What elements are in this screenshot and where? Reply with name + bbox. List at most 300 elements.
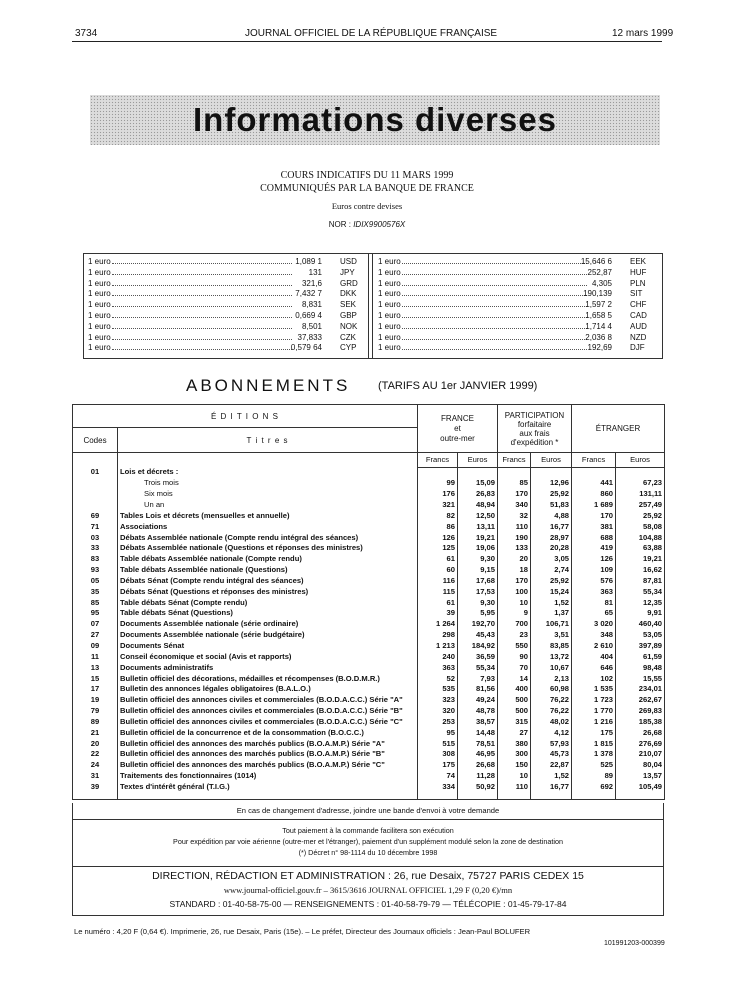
- price-cell: 9,30: [458, 598, 498, 609]
- price-cell: 131,11: [616, 489, 665, 500]
- price-cell: 53,05: [616, 630, 665, 641]
- rate-value: 0,579 64: [290, 343, 322, 353]
- table-row: [73, 663, 665, 674]
- rate-row: [378, 289, 656, 300]
- currency-code: NOK: [340, 321, 358, 331]
- row-title: Débats Sénat (Compte rendu intégral des séances): [118, 576, 418, 587]
- price-cell: 10: [498, 598, 531, 609]
- editions-header: É D I T I O N S: [73, 405, 418, 428]
- currency-code: USD: [340, 257, 357, 266]
- col-francs-3: Francs: [572, 453, 616, 468]
- rate-label: 1 euro: [88, 311, 111, 320]
- dot-leader: [402, 306, 587, 307]
- currency-code: GBP: [340, 311, 357, 320]
- footer-box: [72, 866, 664, 916]
- france-om: outre-mer: [440, 433, 475, 443]
- row-code: 11: [73, 652, 118, 663]
- participation-header: [498, 405, 572, 453]
- price-cell: 460,40: [616, 619, 665, 630]
- price-cell: 82: [418, 511, 458, 522]
- table-row: [73, 674, 665, 685]
- price-cell: 700: [498, 619, 531, 630]
- header-date: 12 mars 1999: [612, 28, 674, 39]
- price-cell: 55,34: [616, 587, 665, 598]
- table-bottom: [73, 793, 665, 800]
- row-title: Trois mois: [118, 478, 418, 489]
- price-cell: 253: [418, 717, 458, 728]
- note-expedition: Pour expédition par voie aérienne (outre-mer et l'étranger), paiement d'un supplément modulé selon la zone de destination: [173, 837, 563, 846]
- price-cell: 2 610: [572, 641, 616, 652]
- journal-title: JOURNAL OFFICIEL DE LA RÉPUBLIQUE FRANÇAISE: [245, 28, 498, 39]
- row-code: 05: [73, 576, 118, 587]
- price-cell: [458, 467, 498, 478]
- row-code: 89: [73, 717, 118, 728]
- row-title: Documents Assemblée nationale (série budgétaire): [118, 630, 418, 641]
- row-code: 03: [73, 533, 118, 544]
- price-cell: 400: [498, 684, 531, 695]
- price-cell: 2,13: [531, 674, 572, 685]
- row-code: 27: [73, 630, 118, 641]
- price-cell: 860: [572, 489, 616, 500]
- row-title: Bulletin officiel des annonces des marchés publics (B.O.A.M.P.) Série "B": [118, 749, 418, 760]
- table-row: [73, 782, 665, 793]
- price-cell: 419: [572, 543, 616, 554]
- rate-row: [378, 300, 656, 311]
- participation-label3: aux frais: [519, 428, 550, 438]
- price-cell: 61: [418, 598, 458, 609]
- row-code: 15: [73, 674, 118, 685]
- dot-leader: [112, 317, 292, 318]
- price-cell: 22,87: [531, 760, 572, 771]
- table-row: [73, 489, 665, 500]
- price-cell: 36,59: [458, 652, 498, 663]
- price-cell: 70: [498, 663, 531, 674]
- price-cell: 25,92: [531, 576, 572, 587]
- table-row: [73, 717, 665, 728]
- price-cell: 65: [572, 608, 616, 619]
- price-cell: 340: [498, 500, 531, 511]
- rate-row: [88, 343, 360, 354]
- price-cell: 13,11: [458, 522, 498, 533]
- cours-line1: COURS INDICATIFS DU 11 MARS 1999: [280, 170, 454, 181]
- rates-right: [378, 257, 656, 357]
- price-cell: 102: [572, 674, 616, 685]
- table-row: [73, 500, 665, 511]
- price-cell: 25,92: [531, 489, 572, 500]
- row-code: 17: [73, 684, 118, 695]
- price-cell: 348: [572, 630, 616, 641]
- row-title: Associations: [118, 522, 418, 533]
- rate-value: 1,597 2: [585, 300, 612, 310]
- price-cell: 61: [418, 554, 458, 565]
- price-cell: 692: [572, 782, 616, 793]
- dot-leader: [402, 339, 587, 340]
- currency-code: EEK: [630, 257, 647, 266]
- row-title: Table débats Assemblée nationale (Compte rendu): [118, 554, 418, 565]
- price-cell: 3 020: [572, 619, 616, 630]
- currency-divider: [368, 253, 373, 359]
- price-cell: 7,93: [458, 674, 498, 685]
- price-cell: 18: [498, 565, 531, 576]
- price-cell: 57,93: [531, 739, 572, 750]
- price-cell: 1,37: [531, 608, 572, 619]
- price-cell: 28,97: [531, 533, 572, 544]
- nor-value: IDIX9900576X: [353, 220, 406, 229]
- codes-header: Codes: [73, 428, 118, 453]
- price-cell: 90: [498, 652, 531, 663]
- rate-label: 1 euro: [378, 332, 401, 342]
- price-cell: 404: [572, 652, 616, 663]
- row-code: [73, 500, 118, 511]
- price-cell: 525: [572, 760, 616, 771]
- price-cell: 26,83: [458, 489, 498, 500]
- row-title: Textes d'intérêt général (T.I.G.): [118, 782, 418, 793]
- price-cell: 51,83: [531, 500, 572, 511]
- price-cell: 190: [498, 533, 531, 544]
- currency-code: GRD: [340, 278, 358, 288]
- price-cell: 14,48: [458, 728, 498, 739]
- col-francs-1: Francs: [418, 453, 458, 468]
- table-row: [73, 739, 665, 750]
- rate-row: [88, 257, 360, 268]
- row-code: 85: [73, 598, 118, 609]
- price-cell: 60,98: [531, 684, 572, 695]
- price-cell: 397,89: [616, 641, 665, 652]
- row-title: Bulletin officiel de la concurrence et de la consommation (B.O.C.C.): [118, 728, 418, 739]
- price-cell: 133: [498, 543, 531, 554]
- row-title: Débats Assemblée nationale (Compte rendu intégral des séances): [118, 533, 418, 544]
- cours-line2: COMMUNIQUÉS PAR LA BANQUE DE FRANCE: [260, 183, 474, 194]
- rate-value: 192,69: [587, 343, 612, 353]
- price-cell: 58,08: [616, 522, 665, 533]
- price-cell: 16,77: [531, 782, 572, 793]
- price-cell: 76,22: [531, 695, 572, 706]
- price-cell: 19,21: [616, 554, 665, 565]
- nor-line: [72, 220, 662, 229]
- rate-value: 7,432 7: [295, 289, 322, 299]
- col-francs-2: Francs: [498, 453, 531, 468]
- price-cell: 100: [498, 587, 531, 598]
- currency-code: DJF: [630, 343, 645, 353]
- rate-value: 1,714 4: [585, 321, 612, 331]
- price-cell: 381: [572, 522, 616, 533]
- price-cell: 1 378: [572, 749, 616, 760]
- price-cell: 2,74: [531, 565, 572, 576]
- price-cell: 38,57: [458, 717, 498, 728]
- price-cell: 10: [498, 771, 531, 782]
- price-cell: 12,35: [616, 598, 665, 609]
- row-title: Traitements des fonctionnaires (1014): [118, 771, 418, 782]
- etranger-header: ÉTRANGER: [572, 405, 665, 453]
- price-cell: 78,51: [458, 739, 498, 750]
- row-code: 39: [73, 782, 118, 793]
- price-cell: 170: [572, 511, 616, 522]
- price-cell: 175: [418, 760, 458, 771]
- price-cell: 550: [498, 641, 531, 652]
- note-paiement: Tout paiement à la commande facilitera son exécution: [282, 826, 454, 835]
- currency-code: DKK: [340, 289, 357, 299]
- row-code: [73, 489, 118, 500]
- table-row: [73, 619, 665, 630]
- rate-value: 8,501: [301, 321, 322, 331]
- price-cell: 363: [572, 587, 616, 598]
- price-cell: 60: [418, 565, 458, 576]
- price-cell: 27: [498, 728, 531, 739]
- price-cell: 50,92: [458, 782, 498, 793]
- price-cell: 81,56: [458, 684, 498, 695]
- currency-code: JPY: [340, 267, 355, 277]
- row-code: 21: [73, 728, 118, 739]
- price-cell: 1 216: [572, 717, 616, 728]
- dot-leader: [402, 317, 587, 318]
- rate-value: 4,305: [591, 278, 612, 288]
- price-cell: 262,67: [616, 695, 665, 706]
- price-cell: 170: [498, 489, 531, 500]
- row-code: 01: [73, 467, 118, 478]
- rate-row: [88, 322, 360, 333]
- row-code: 07: [73, 619, 118, 630]
- price-cell: 49,24: [458, 695, 498, 706]
- rate-value: 252,87: [587, 267, 612, 277]
- row-title: Documents Assemblée nationale (série ordinaire): [118, 619, 418, 630]
- rate-row: [378, 343, 656, 354]
- price-cell: 14: [498, 674, 531, 685]
- price-cell: 55,34: [458, 663, 498, 674]
- row-title: Bulletin officiel des annonces des marchés publics (B.O.A.M.P.) Série "C": [118, 760, 418, 771]
- price-cell: 646: [572, 663, 616, 674]
- france-label: FRANCE: [441, 413, 474, 423]
- price-cell: 46,95: [458, 749, 498, 760]
- table-row: [73, 543, 665, 554]
- row-code: 35: [73, 587, 118, 598]
- price-cell: 126: [418, 533, 458, 544]
- table-row: [73, 760, 665, 771]
- rate-label: 1 euro: [378, 257, 401, 266]
- price-cell: 1 689: [572, 500, 616, 511]
- price-cell: 1 264: [418, 619, 458, 630]
- table-row: [73, 467, 665, 478]
- price-cell: 89: [572, 771, 616, 782]
- price-cell: 52: [418, 674, 458, 685]
- table-row: [73, 608, 665, 619]
- row-code: 69: [73, 511, 118, 522]
- price-cell: 83,85: [531, 641, 572, 652]
- dot-leader: [112, 306, 292, 307]
- currency-code: NZD: [630, 332, 647, 342]
- price-cell: 257,49: [616, 500, 665, 511]
- page-number: 3734: [75, 28, 98, 39]
- price-cell: 39: [418, 608, 458, 619]
- table-row: [73, 522, 665, 533]
- rate-label: 1 euro: [378, 311, 401, 320]
- rates-left: [88, 257, 360, 357]
- price-cell: [531, 467, 572, 478]
- rate-label: 1 euro: [88, 343, 111, 353]
- participation-label4: d'expédition *: [510, 437, 559, 447]
- table-row: [73, 576, 665, 587]
- col-euros-2: Euros: [531, 453, 572, 468]
- price-cell: 535: [418, 684, 458, 695]
- row-code: 13: [73, 663, 118, 674]
- price-cell: 85: [498, 478, 531, 489]
- price-cell: 26,68: [458, 760, 498, 771]
- rate-value: 0,669 4: [295, 311, 322, 320]
- header-rule: [72, 41, 662, 42]
- price-cell: 380: [498, 739, 531, 750]
- table-row: [73, 598, 665, 609]
- table-row: [73, 587, 665, 598]
- price-cell: 500: [498, 706, 531, 717]
- rate-value: 1,658 5: [585, 311, 612, 320]
- abonnements-title: ABONNEMENTS: [186, 376, 351, 395]
- row-code: 71: [73, 522, 118, 533]
- rate-value: 131: [308, 267, 322, 277]
- rate-value: 8,831: [301, 300, 322, 310]
- abonnements-subtitle: (TARIFS AU 1er JANVIER 1999): [378, 380, 538, 392]
- price-cell: 110: [498, 782, 531, 793]
- row-title: Conseil économique et social (Avis et rapports): [118, 652, 418, 663]
- dot-leader: [112, 263, 292, 264]
- row-title: Six mois: [118, 489, 418, 500]
- rate-row: [378, 257, 656, 268]
- price-cell: 1 723: [572, 695, 616, 706]
- currency-code: CAD: [630, 311, 647, 320]
- price-cell: 240: [418, 652, 458, 663]
- dot-leader: [402, 349, 587, 350]
- price-cell: 13,57: [616, 771, 665, 782]
- price-cell: 321: [418, 500, 458, 511]
- price-cell: 32: [498, 511, 531, 522]
- footer-web: www.journal-officiel.gouv.fr – 3615/3616 JOURNAL OFFICIEL 1,29 F (0,20 €)/mn: [223, 885, 513, 895]
- price-cell: 515: [418, 739, 458, 750]
- rate-row: [88, 311, 360, 322]
- price-cell: 175: [572, 728, 616, 739]
- price-cell: 99: [418, 478, 458, 489]
- price-cell: 16,77: [531, 522, 572, 533]
- dot-leader: [402, 295, 587, 296]
- price-cell: 81: [572, 598, 616, 609]
- price-cell: 234,01: [616, 684, 665, 695]
- dot-leader: [402, 285, 587, 286]
- rate-label: 1 euro: [88, 278, 111, 288]
- price-cell: 17,68: [458, 576, 498, 587]
- nor-label: NOR :: [328, 220, 351, 229]
- price-cell: 11,28: [458, 771, 498, 782]
- row-code: 33: [73, 543, 118, 554]
- price-cell: 45,43: [458, 630, 498, 641]
- price-cell: 67,23: [616, 478, 665, 489]
- participation-label2: forfaitaire: [517, 419, 552, 429]
- price-cell: 192,70: [458, 619, 498, 630]
- price-cell: 15,09: [458, 478, 498, 489]
- row-code: 09: [73, 641, 118, 652]
- rate-label: 1 euro: [88, 332, 111, 342]
- price-cell: 74: [418, 771, 458, 782]
- row-title: Bulletin officiel des annonces civiles et commerciales (B.O.D.A.C.C.) Série "A": [118, 695, 418, 706]
- price-cell: 106,71: [531, 619, 572, 630]
- table-row: [73, 652, 665, 663]
- row-title: Bulletin officiel des annonces des marchés publics (B.O.A.M.P.) Série "A": [118, 739, 418, 750]
- rate-value: 15,646 6: [580, 257, 612, 266]
- dot-leader: [112, 295, 292, 296]
- table-row: [73, 684, 665, 695]
- col-euros-1: Euros: [458, 453, 498, 468]
- price-cell: 109: [572, 565, 616, 576]
- price-cell: 363: [418, 663, 458, 674]
- price-cell: [498, 467, 531, 478]
- price-cell: 104,88: [616, 533, 665, 544]
- row-title: Un an: [118, 500, 418, 511]
- price-cell: 315: [498, 717, 531, 728]
- price-cell: 48,02: [531, 717, 572, 728]
- price-cell: 126: [572, 554, 616, 565]
- rate-value: 2,036 8: [585, 332, 612, 342]
- note-decret: (*) Décret n° 98-1114 du 10 décembre 1998: [298, 848, 438, 857]
- price-cell: 576: [572, 576, 616, 587]
- price-cell: 61,59: [616, 652, 665, 663]
- price-cell: 441: [572, 478, 616, 489]
- row-title: Débats Sénat (Questions et réponses des ministres): [118, 587, 418, 598]
- rate-row: [88, 289, 360, 300]
- currency-code: AUD: [630, 321, 647, 331]
- row-title: Lois et décrets :: [118, 467, 418, 478]
- price-cell: 150: [498, 760, 531, 771]
- rate-label: 1 euro: [88, 321, 111, 331]
- price-cell: 184,92: [458, 641, 498, 652]
- price-cell: 269,83: [616, 706, 665, 717]
- price-cell: 9,91: [616, 608, 665, 619]
- row-code: 20: [73, 739, 118, 750]
- currency-code: SEK: [340, 300, 357, 310]
- row-code: 24: [73, 760, 118, 771]
- rate-label: 1 euro: [378, 300, 401, 310]
- rate-row: [378, 322, 656, 333]
- row-title: Documents Sénat: [118, 641, 418, 652]
- dot-leader: [402, 328, 587, 329]
- footer-numero: Le numéro : 4,20 F (0,64 €). Imprimerie, 26, rue Desaix, Paris (15e). – Le préfet, Directeur des Journaux officiels : Jean-Paul BOLUFER: [74, 927, 531, 936]
- table-row: [73, 749, 665, 760]
- rate-label: 1 euro: [378, 321, 401, 331]
- price-cell: 1,52: [531, 598, 572, 609]
- table-row: [73, 706, 665, 717]
- row-code: 79: [73, 706, 118, 717]
- price-cell: 20,28: [531, 543, 572, 554]
- price-cell: 5,95: [458, 608, 498, 619]
- row-code: 19: [73, 695, 118, 706]
- price-cell: [418, 467, 458, 478]
- currency-code: HUF: [630, 267, 647, 277]
- price-cell: 19,06: [458, 543, 498, 554]
- row-title: Documents administratifs: [118, 663, 418, 674]
- price-cell: 26,68: [616, 728, 665, 739]
- price-cell: 16,62: [616, 565, 665, 576]
- price-cell: 1 815: [572, 739, 616, 750]
- price-cell: 334: [418, 782, 458, 793]
- row-title: Débats Assemblée nationale (Questions et réponses des ministres): [118, 543, 418, 554]
- rate-value: 37,833: [297, 332, 322, 342]
- rate-value: 1,089 1: [295, 257, 322, 266]
- price-cell: 87,81: [616, 576, 665, 587]
- rate-label: 1 euro: [88, 300, 111, 310]
- price-cell: 320: [418, 706, 458, 717]
- table-row: [73, 771, 665, 782]
- price-cell: 210,07: [616, 749, 665, 760]
- col-euros-3: Euros: [616, 453, 665, 468]
- rate-label: 1 euro: [88, 267, 111, 277]
- notes-box: [72, 803, 664, 867]
- price-cell: 15,55: [616, 674, 665, 685]
- participation-label: PARTICIPATION: [504, 410, 565, 420]
